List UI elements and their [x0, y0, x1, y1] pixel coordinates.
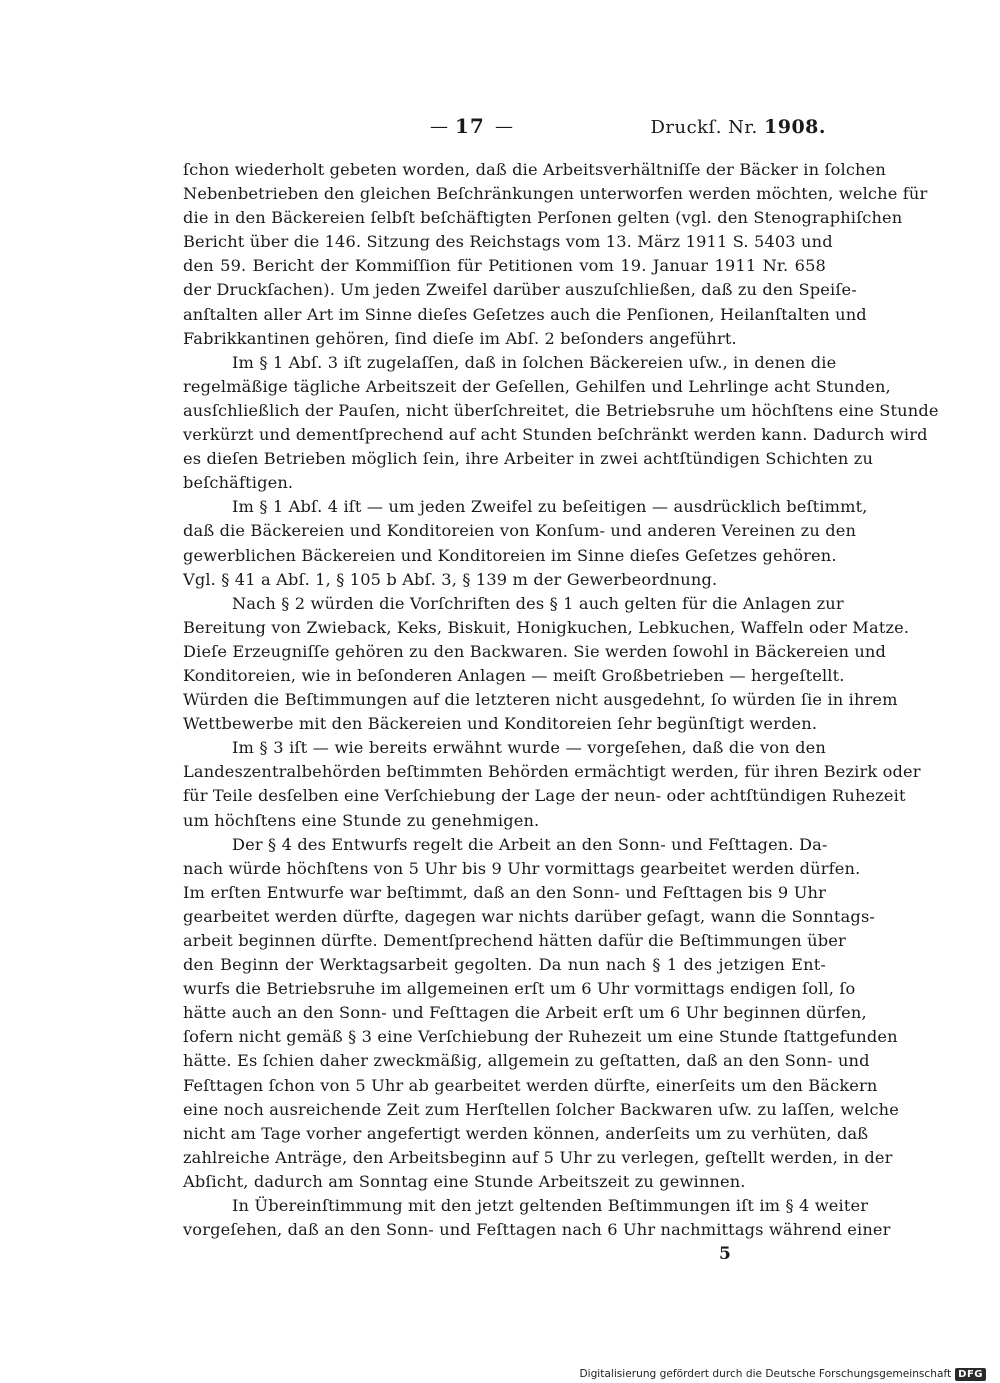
text-line: Im § 1 Abſ. 4 iſt — um jeden Zweifel zu beſeitigen — ausdrücklich beſtimmt,: [232, 497, 868, 517]
text-line: Bereitung von Zwieback, Keks, Biskuit, Honigkuchen, Lebkuchen, Waffeln oder Matze.: [183, 617, 910, 637]
signature-mark: 5: [719, 1244, 731, 1264]
page-header: [180, 114, 826, 144]
drucksache-number: 1908.: [764, 116, 826, 138]
text-line: den 59. Bericht der Kommiſſion für Petitionen vom 19. Januar 1911 Nr. 658: [183, 256, 826, 276]
text-line: für Teile desſelben eine Verſchiebung der Lage der neun- oder achtſtündigen Ruhezeit: [183, 786, 906, 806]
header-dash-right: —: [495, 116, 513, 137]
text-line: Bericht über die 146. Sitzung des Reichstags vom 13. März 1911 S. 5403 und: [183, 232, 833, 252]
text-line: Nebenbetrieben den gleichen Beſchränkungen unterworfen werden möchten, welche für: [183, 184, 928, 204]
text-line: ſchon wiederholt gebeten worden, daß die Arbeitsverhältniſſe der Bäcker in ſolchen: [183, 160, 886, 179]
text-line: daß die Bäckereien und Konditoreien von Konſum- und anderen Vereinen zu den: [183, 521, 857, 541]
text-line: gewerblichen Bäckereien und Konditoreien im Sinne dieſes Geſetzes gehören.: [183, 545, 837, 565]
text-line: wurfs die Betriebsruhe im allgemeinen erſt um 6 Uhr vormittags endigen ſoll, ſo: [183, 979, 856, 999]
text-line: Im § 1 Abſ. 3 iſt zugelaſſen, daß in ſolchen Bäckereien uſw., in denen die: [232, 352, 837, 372]
text-line: nach würde höchſtens von 5 Uhr bis 9 Uhr vormittags gearbeitet werden dürfen.: [183, 858, 861, 878]
header-dash-left: —: [430, 116, 448, 137]
body-text: [183, 158, 939, 1242]
text-line: eine noch ausreichende Zeit zum Herſtellen ſolcher Backwaren uſw. zu laſſen, welche: [183, 1099, 899, 1119]
text-line: verkürzt und dementſprechend auf acht Stunden beſchränkt werden kann. Dadurch wird: [183, 425, 928, 445]
text-line: ſofern nicht gemäß § 3 eine Verſchiebung der Ruhezeit um eine Stunde ſtattgefunden: [183, 1027, 898, 1047]
text-line: Landeszentralbehörden beſtimmten Behörden ermächtigt werden, für ihren Bezirk oder: [183, 762, 921, 782]
text-line: Dieſe Erzeugniſſe gehören zu den Backwaren. Sie werden ſowohl in Bäckereien und: [183, 641, 887, 661]
text-line: Würden die Beſtimmungen auf die letzteren nicht ausgedehnt, ſo würden ſie in ihrem: [183, 690, 898, 710]
drucksache-reference: [650, 116, 826, 138]
text-line: Wettbewerbe mit den Bäckereien und Konditoreien ſehr begünſtigt werden.: [183, 714, 818, 734]
text-line: Konditoreien, wie in beſonderen Anlagen — meiſt Großbetrieben — hergeſtellt.: [183, 665, 845, 685]
text-line: Nach § 2 würden die Vorſchriften des § 1 auch gelten für die Anlagen zur: [232, 593, 844, 613]
text-line: Im erſten Entwurfe war beſtimmt, daß an den Sonn- und Feſttagen bis 9 Uhr: [183, 882, 826, 902]
text-line: anſtalten aller Art im Sinne dieſes Geſetzes auch die Penſionen, Heilanſtalten und: [183, 304, 867, 324]
text-line: Vgl. § 41 a Abſ. 1, § 105 b Abſ. 3, § 139 m der Gewerbeordnung.: [183, 569, 718, 589]
text-line: es dieſen Betrieben möglich ſein, ihre Arbeiter in zwei achtſtündigen Schichten zu: [183, 449, 874, 469]
text-line: beſchäftigen.: [183, 473, 294, 493]
text-line: Fabrikkantinen gehören, ſind dieſe im Abſ. 2 beſonders angeführt.: [183, 328, 737, 348]
text-line: nicht am Tage vorher angefertigt werden können, anderſeits um zu verhüten, daß: [183, 1123, 869, 1143]
text-line: Abſicht, dadurch am Sonntag eine Stunde Arbeitszeit zu gewinnen.: [183, 1171, 746, 1191]
drucksache-label: Druckſ. Nr.: [650, 117, 758, 138]
text-line: ausſchließlich der Pauſen, nicht überſchreitet, die Betriebsruhe um höchſtens eine Stunde: [183, 400, 939, 420]
text-line: zahlreiche Anträge, den Arbeitsbeginn auf 5 Uhr zu verlegen, geſtellt werden, in der: [183, 1147, 893, 1167]
text-line: Feſttagen ſchon von 5 Uhr ab gearbeitet werden dürfte, einerſeits um den Bäckern: [183, 1075, 878, 1095]
text-line: hätte. Es ſchien daher zweckmäßig, allgemein zu geſtatten, daß an den Sonn- und: [183, 1051, 870, 1071]
text-line: Im § 3 iſt — wie bereits erwähnt wurde — vorgeſehen, daß die von den: [232, 738, 826, 758]
text-line: vorgeſehen, daß an den Sonn- und Feſttagen nach 6 Uhr nachmittags während einer: [183, 1220, 891, 1240]
text-line: In Übereinſtimmung mit den jetzt geltenden Beſtimmungen iſt im § 4 weiter: [232, 1196, 869, 1216]
text-line: der Druckſachen). Um jeden Zweifel darüber auszuſchließen, daß zu den Speiſe-: [183, 280, 857, 300]
dfg-logo-icon: DFG: [955, 1368, 986, 1381]
text-line: hätte auch an den Sonn- und Feſttagen die Arbeit erſt um 6 Uhr beginnen dürfen,: [183, 1003, 867, 1023]
text-line: arbeit beginnen dürfte. Dementſprechend hätten dafür die Beſtimmungen über: [183, 931, 846, 950]
footer-text: Digitalisierung gefördert durch die Deutsche Forschungsgemeinschaft: [579, 1368, 952, 1380]
text-line: gearbeitet werden dürfte, dagegen war nichts darüber geſagt, wann die Sonntags-: [183, 906, 876, 926]
text-line: regelmäßige tägliche Arbeitszeit der Geſellen, Gehilfen und Lehrlinge acht Stunden,: [183, 376, 891, 396]
text-line: den Beginn der Werktagsarbeit gegolten. Da nun nach § 1 des jetzigen Ent-: [183, 955, 826, 975]
text-line: Der § 4 des Entwurfs regelt die Arbeit an den Sonn- und Feſttagen. Da-: [232, 834, 828, 854]
page-number: 17: [455, 114, 485, 138]
text-line: die in den Bäckereien ſelbſt beſchäftigten Perſonen gelten (vgl. den Stenographiſchen: [183, 208, 903, 228]
digitization-footer: [579, 1366, 986, 1382]
text-line: um höchſtens eine Stunde zu genehmigen.: [183, 810, 540, 830]
